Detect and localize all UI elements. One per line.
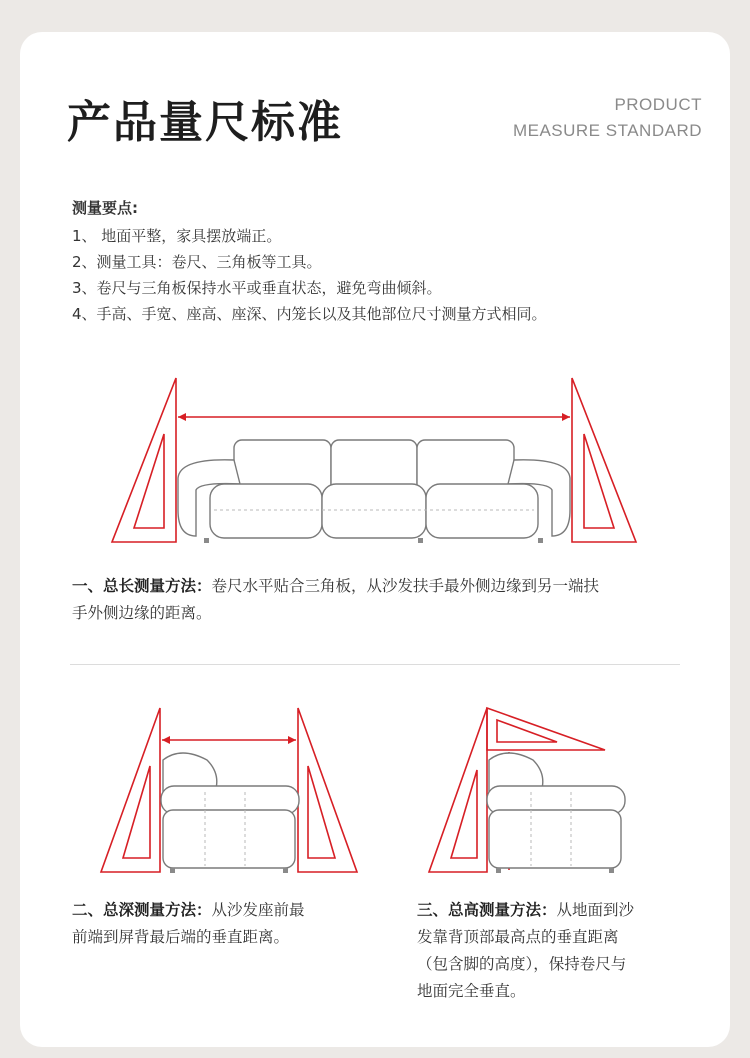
depth-text-1: 从沙发座前最 <box>211 901 305 919</box>
length-text-2: 手外侧边缘的距离。 <box>72 604 212 622</box>
height-description <box>417 897 717 1005</box>
length-diagram <box>100 370 645 550</box>
height-text-3: （包含脚的高度），保持卷尺与 <box>417 955 627 973</box>
height-vertical-triangle-outer <box>429 708 487 872</box>
sofa-side-view <box>161 753 299 873</box>
height-vertical-triangle-inner <box>451 770 477 858</box>
height-horizontal-triangle-outer <box>487 708 605 750</box>
english-title <box>513 92 702 144</box>
height-diagram <box>425 700 645 880</box>
points-heading: 测量要点: <box>72 199 138 217</box>
point-item: 3、卷尺与三角板保持水平或垂直状态，避免弯曲倾斜。 <box>72 279 442 297</box>
page-title: 产品量尺标准 <box>67 97 343 148</box>
depth-left-triangle-inner <box>123 766 150 858</box>
depth-arrow-right <box>288 736 296 744</box>
divider <box>70 664 680 665</box>
left-triangle-outer <box>112 378 176 542</box>
point-item: 1、 地面平整，家具摆放端正。 <box>72 227 282 245</box>
length-text-1: 卷尺水平贴合三角板，从沙发扶手最外侧边缘到另一端扶 <box>211 577 600 595</box>
length-description <box>72 573 692 627</box>
depth-diagram <box>95 700 365 880</box>
height-text-2: 发靠背顶部最高点的垂直距离 <box>417 928 619 946</box>
sofa-front-view <box>178 440 570 543</box>
arrow-right <box>562 413 570 421</box>
depth-left-triangle-outer <box>101 708 160 872</box>
depth-text-2: 前端到屏背最后端的垂直距离。 <box>72 928 290 946</box>
point-item: 2、测量工具：卷尺、三角板等工具。 <box>72 253 322 271</box>
depth-arrow-left <box>162 736 170 744</box>
point-item: 4、手高、手宽、座高、座深、内笼长以及其他部位尺寸测量方式相同。 <box>72 305 547 323</box>
height-horizontal-triangle-inner <box>497 720 557 742</box>
sofa-side-view-height <box>487 753 625 873</box>
depth-right-triangle-inner <box>308 766 335 858</box>
right-triangle-outer <box>572 378 636 542</box>
depth-description <box>72 897 372 951</box>
height-label: 三、总高测量方法： <box>417 901 557 919</box>
height-text-4: 地面完全垂直。 <box>417 982 526 1000</box>
english-title-line1: PRODUCT <box>614 95 702 114</box>
arrow-left <box>178 413 186 421</box>
length-label: 一、总长测量方法： <box>72 577 212 595</box>
depth-right-triangle-outer <box>298 708 357 872</box>
measure-points <box>72 197 547 327</box>
depth-label: 二、总深测量方法： <box>72 901 212 919</box>
english-title-line2: MEASURE STANDARD <box>512 121 702 140</box>
height-text-1: 从地面到沙 <box>556 901 635 919</box>
